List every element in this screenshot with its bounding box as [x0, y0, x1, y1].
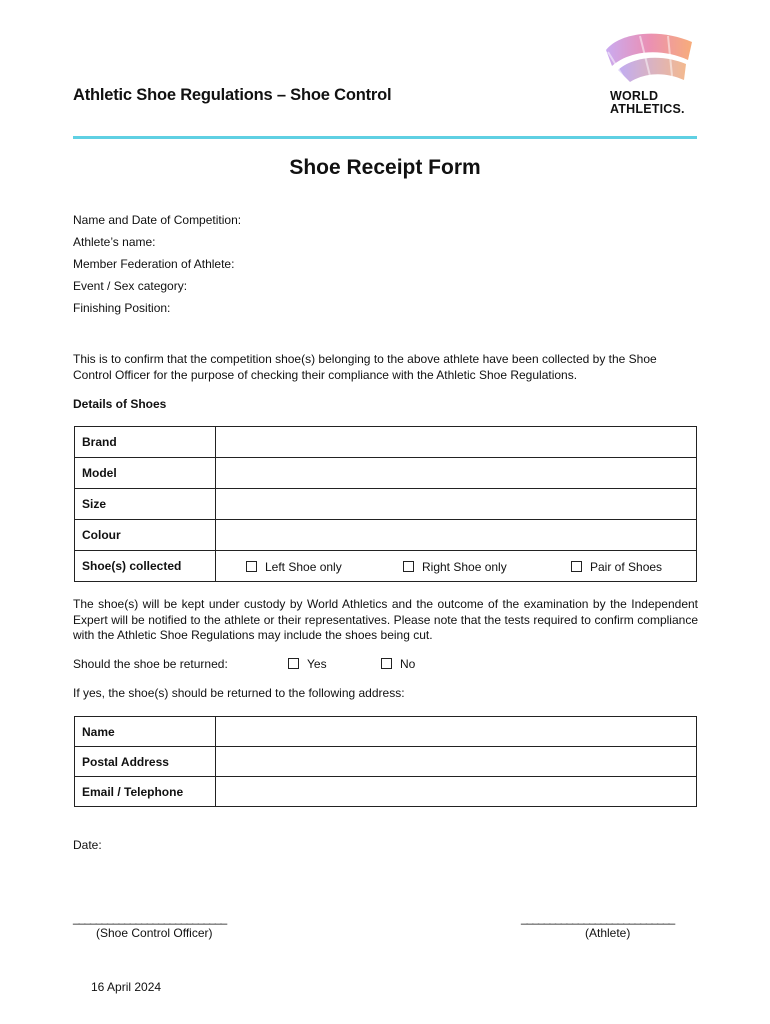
logo-line-2: ATHLETICS. — [610, 102, 685, 116]
table-row — [75, 427, 697, 458]
colour-input-cell[interactable] — [216, 520, 697, 551]
left-shoe-label: Left Shoe only — [265, 560, 342, 574]
model-input-cell[interactable] — [216, 458, 697, 489]
table-row — [75, 747, 697, 777]
return-yes-option[interactable] — [288, 657, 327, 671]
athlete-signature-line[interactable]: ___________________________ — [521, 911, 675, 925]
return-question-label: Should the shoe be returned: — [73, 657, 228, 671]
size-input-cell[interactable] — [216, 489, 697, 520]
right-shoe-checkbox[interactable] — [403, 561, 414, 572]
logo-wordmark — [610, 90, 685, 116]
document-header-title: Athletic Shoe Regulations – Shoe Control — [73, 86, 392, 104]
header-divider — [73, 136, 697, 139]
form-title: Shoe Receipt Form — [289, 156, 481, 179]
name-input-cell[interactable] — [216, 717, 697, 747]
row-label-shoes-collected: Shoe(s) collected — [75, 551, 216, 582]
left-shoe-checkbox[interactable] — [246, 561, 257, 572]
return-no-option[interactable] — [381, 657, 415, 671]
option-pair-of-shoes[interactable] — [571, 560, 662, 574]
brand-input-cell[interactable] — [216, 427, 697, 458]
pair-shoes-checkbox[interactable] — [571, 561, 582, 572]
details-heading: Details of Shoes — [73, 397, 167, 411]
table-row — [75, 520, 697, 551]
postal-address-input-cell[interactable] — [216, 747, 697, 777]
table-row — [75, 551, 697, 582]
row-label-postal-address: Postal Address — [75, 747, 216, 777]
field-athlete-name: Athlete’s name: — [73, 235, 156, 249]
footer-date: 16 April 2024 — [91, 980, 162, 994]
pair-shoes-label: Pair of Shoes — [590, 560, 663, 574]
return-yes-checkbox[interactable] — [288, 658, 299, 669]
table-row — [75, 717, 697, 747]
field-finishing-position: Finishing Position: — [73, 301, 171, 315]
row-label-brand: Brand — [75, 427, 216, 458]
confirmation-paragraph: This is to confirm that the competition shoe(s) belonging to the above athlete have been collected by the Shoe Control Officer for the purpose of checking their compliance with the Athletic Shoe Regulations. — [73, 352, 657, 382]
athlete-signature-label: (Athlete) — [585, 926, 631, 940]
return-no-checkbox[interactable] — [381, 658, 392, 669]
table-row — [75, 777, 697, 807]
field-competition: Name and Date of Competition: — [73, 213, 242, 227]
row-label-email-telephone: Email / Telephone — [75, 777, 216, 807]
option-left-shoe[interactable] — [246, 560, 342, 574]
field-member-federation: Member Federation of Athlete: — [73, 257, 235, 271]
world-athletics-logo-icon — [600, 30, 700, 90]
row-label-model: Model — [75, 458, 216, 489]
return-yes-label: Yes — [307, 657, 327, 671]
shoes-collected-options — [216, 551, 697, 582]
date-label: Date: — [73, 838, 102, 852]
row-label-name: Name — [75, 717, 216, 747]
email-telephone-input-cell[interactable] — [216, 777, 697, 807]
return-no-label: No — [400, 657, 416, 671]
logo-line-1: WORLD — [610, 89, 659, 103]
right-shoe-label: Right Shoe only — [422, 560, 507, 574]
world-athletics-logo — [600, 30, 700, 120]
return-address-table — [74, 716, 697, 807]
officer-signature-line[interactable]: ___________________________ — [73, 911, 227, 925]
officer-signature-label: (Shoe Control Officer) — [96, 926, 213, 940]
field-event-category: Event / Sex category: — [73, 279, 188, 293]
custody-paragraph: The shoe(s) will be kept under custody by World Athletics and the outcome of the examination by the Independent Expert will be notified to the athlete or their representatives. Please note that the tests required to confirm compliance with the Athletic Shoe Regulations may include the shoes being cut. — [73, 597, 698, 642]
shoe-details-table — [74, 426, 697, 582]
address-intro: If yes, the shoe(s) should be returned to the following address: — [73, 686, 405, 700]
option-right-shoe[interactable] — [403, 560, 507, 574]
row-label-size: Size — [75, 489, 216, 520]
row-label-colour: Colour — [75, 520, 216, 551]
table-row — [75, 458, 697, 489]
table-row — [75, 489, 697, 520]
